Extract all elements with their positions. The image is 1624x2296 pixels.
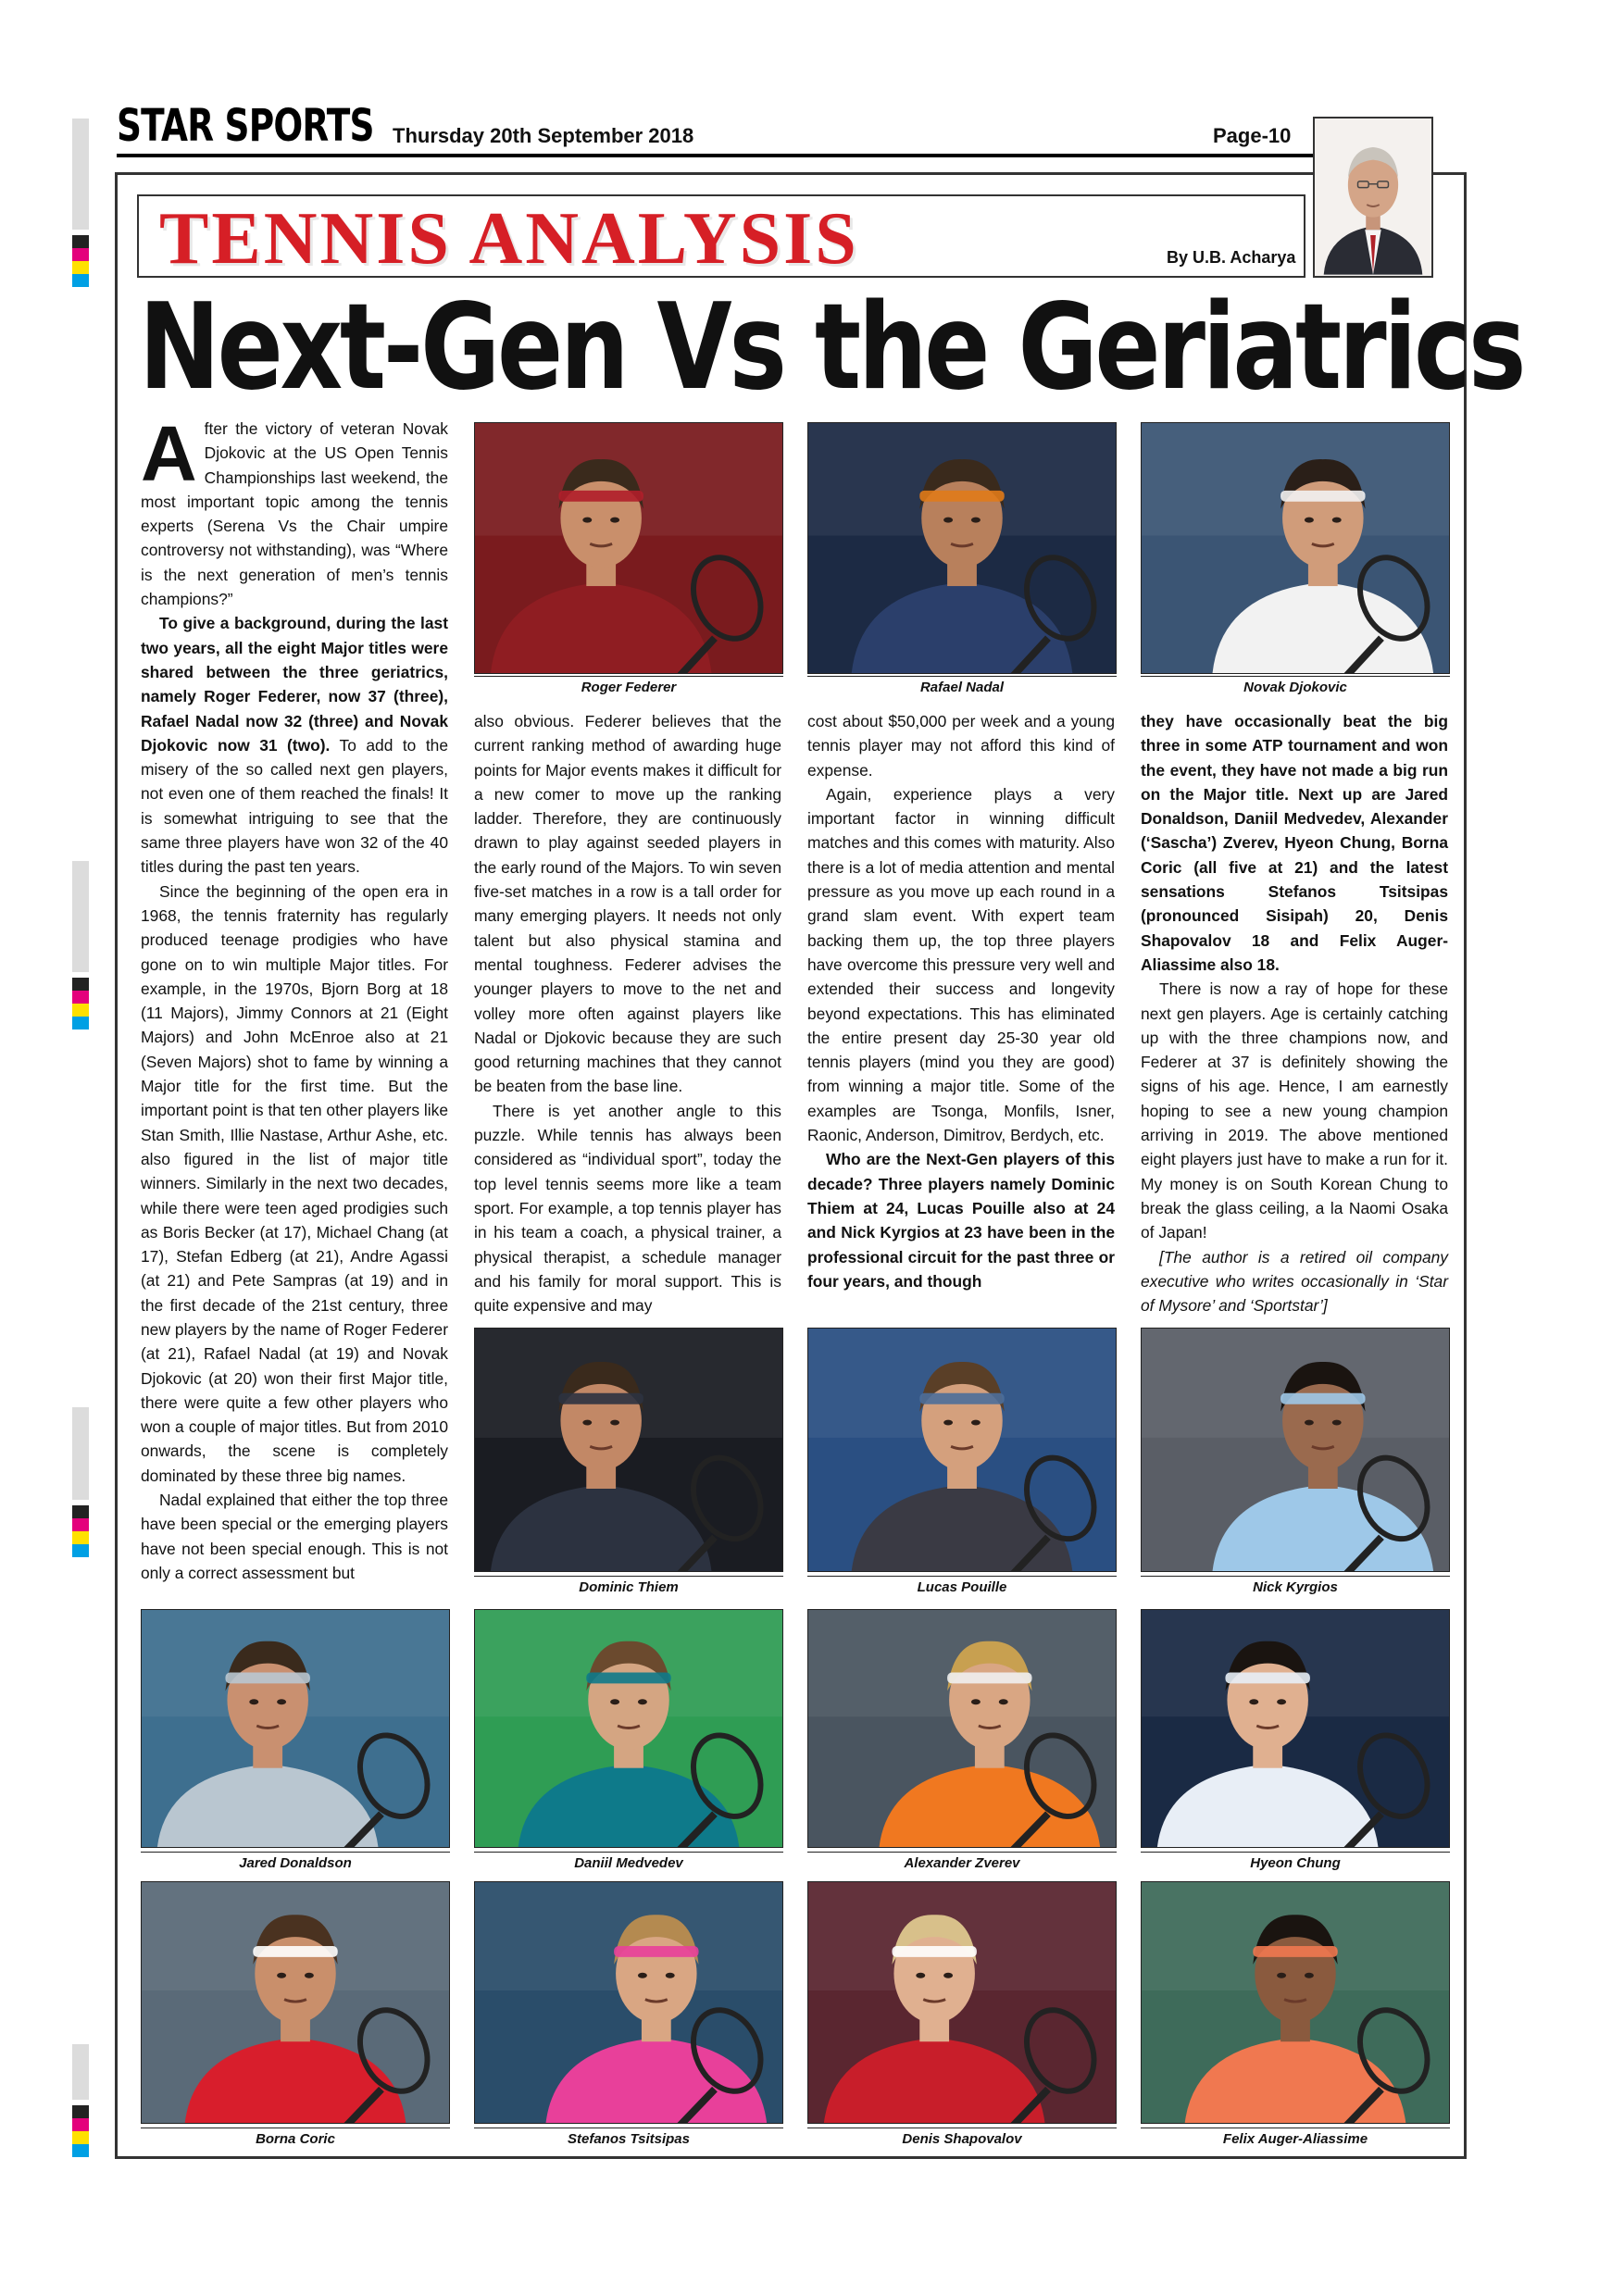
photo-caption: Hyeon Chung bbox=[1141, 1852, 1450, 1875]
print-registration-marks bbox=[72, 2044, 89, 2157]
article-paragraph: cost about $50,000 per week and a young tennis player may not afford this kind of expense. bbox=[807, 712, 1115, 780]
article-paragraph: To add to the misery of the so called next gen players, not even one of them reached the finals! It is somewhat intriguing to see that the same three players have won 32 of the 40 titles during the past ten years. bbox=[141, 735, 449, 877]
photo-caption: Borna Coric bbox=[141, 2128, 450, 2151]
article-paragraph: Nadal explained that either the top three have been special or the emerging players have not been special enough. This is not only a correct assessment but bbox=[141, 1491, 448, 1582]
player-portrait-icon bbox=[808, 423, 1116, 673]
photo-caption: Nick Kyrgios bbox=[1141, 1576, 1450, 1599]
print-registration-marks bbox=[72, 861, 89, 1029]
player-portrait-icon bbox=[1142, 423, 1449, 673]
page-number: Page-10 bbox=[1213, 124, 1292, 147]
author-note: [The author is a retired oil company executive who writes occasionally in ‘Star of Mysore’ and ‘Sportstar’] bbox=[1141, 1247, 1448, 1316]
player-photo bbox=[1141, 1609, 1450, 1848]
player-photo bbox=[807, 1881, 1117, 2124]
article-column-1 bbox=[141, 410, 449, 1585]
player-portrait-icon bbox=[808, 1610, 1116, 1847]
publication-name: STAR SPORTS bbox=[117, 100, 374, 152]
article-column-3 bbox=[807, 709, 1115, 1293]
player-portrait-icon bbox=[475, 1882, 782, 2123]
player-photo bbox=[141, 1881, 450, 2124]
photo-caption: Daniil Medvedev bbox=[474, 1852, 783, 1875]
photo-caption: Alexander Zverev bbox=[807, 1852, 1117, 1875]
article-paragraph: fter the victory of veteran Novak Djokovic at the US Open Tennis Championships last weekend, the most important topic among the tennis experts (Serena Vs the Chair umpire controversy not withstanding), was “Where is the next generation of men’s tennis champions?” bbox=[141, 419, 448, 609]
photo-caption: Denis Shapovalov bbox=[807, 2128, 1117, 2151]
author-portrait-icon bbox=[1315, 119, 1431, 275]
print-registration-marks bbox=[72, 119, 89, 287]
player-photo bbox=[807, 1609, 1117, 1848]
photo-caption: Roger Federer bbox=[474, 676, 783, 699]
player-photo bbox=[474, 422, 783, 674]
photo-caption: Lucas Pouille bbox=[807, 1576, 1117, 1599]
article-paragraph-bold: To give a background, during the last two years, all the eight Major titles were shared between the three geriatrics, namely Roger Federer, now 37 (three), Rafael Nadal now 32 (three) and Novak Djokovic now 31 (two). bbox=[141, 614, 448, 755]
player-portrait-icon bbox=[1142, 1329, 1449, 1571]
player-photo bbox=[1141, 1328, 1450, 1572]
article-paragraph-bold: Who are the Next-Gen players of this decade? Three players namely Dominic Thiem at 24, Lucas Pouille also at 24 and Nick Kyrgios at 23 have been in the professional circuit for the past three or four years, and though bbox=[807, 1150, 1115, 1291]
player-photo bbox=[807, 422, 1117, 674]
article-column-2 bbox=[474, 709, 781, 1317]
player-photo bbox=[474, 1328, 783, 1572]
player-portrait-icon bbox=[1142, 1610, 1449, 1847]
player-photo bbox=[141, 1609, 450, 1848]
photo-caption: Felix Auger-Aliassime bbox=[1141, 2128, 1450, 2151]
drop-cap: A bbox=[141, 410, 197, 497]
article-column-4 bbox=[1141, 709, 1448, 1317]
player-photo bbox=[1141, 422, 1450, 674]
article-paragraph-bold: they have occasionally beat the big three in some ATP tournament and won the event, they have not made a big run on the Major title. Next up are Jared Donaldson, Daniil Medvedev, Alexander (‘Sascha’) Zverev, Hyeon Chung, Borna Coric (all five at 21) and the latest sensations Stefanos Tsitsipas (pronounced Sisipah) 20, Denis Shapovalov 18 and Felix Auger-Aliassime also 18. bbox=[1141, 712, 1448, 974]
player-photo bbox=[474, 1881, 783, 2124]
player-photo bbox=[1141, 1881, 1450, 2124]
issue-date: Thursday 20th September 2018 bbox=[393, 124, 694, 147]
article-paragraph: also obvious. Federer believes that the current ranking method of awarding huge points for Major events makes it difficult for a new comer to move up the ranking ladder. Therefore, they are continuously drawn to play against seeded players in the early round of the Majors. To win seven five-set matches in a row is a tall order for many emerging players. It needs not only talent but also physical stamina and mental toughness. Federer advises the younger players to move to the net and volley more often against players like Nadal or Djokovic because they are such good returning machines that they cannot be beaten from the base line. bbox=[474, 712, 781, 1096]
author-photo bbox=[1313, 117, 1433, 278]
player-portrait-icon bbox=[475, 1329, 782, 1571]
photo-caption: Rafael Nadal bbox=[807, 676, 1117, 699]
player-photo bbox=[807, 1328, 1117, 1572]
article-paragraph: There is now a ray of hope for these next gen players. Age is certainly catching up with the three champions now, and Federer at 37 is definitely showing the signs of his age. Hence, I am earnestly hoping to see a new young champion arriving in 2019. The above mentioned eight players just have to make a run for it. My money is on South Korean Chung to break the glass ceiling, a la Naomi Osaka of Japan! bbox=[1141, 980, 1448, 1242]
byline: By U.B. Acharya bbox=[1167, 248, 1296, 267]
article-paragraph: There is yet another angle to this puzzle. While tennis has always been considered as “individual sport”, today the top level tennis seems more like a team sport. For example, a top tennis player has in his team a coach, a physical trainer, a physical therapist, a schedule manager and his family for moral support. This is quite expensive and may bbox=[474, 1101, 781, 1316]
photo-caption: Jared Donaldson bbox=[141, 1852, 450, 1875]
print-registration-marks bbox=[72, 1407, 89, 1557]
photo-caption: Novak Djokovic bbox=[1141, 676, 1450, 699]
photo-caption: Stefanos Tsitsipas bbox=[474, 2128, 783, 2151]
section-header bbox=[137, 194, 1305, 278]
headline: Next-Gen Vs the Geriatrics bbox=[139, 279, 1524, 417]
masthead-rule bbox=[117, 154, 1418, 157]
photo-caption: Dominic Thiem bbox=[474, 1576, 783, 1599]
player-portrait-icon bbox=[475, 423, 782, 673]
player-portrait-icon bbox=[808, 1329, 1116, 1571]
masthead bbox=[117, 100, 1302, 152]
article-paragraph: Since the beginning of the open era in 1968, the tennis fraternity has regularly produced teenage prodigies who have gone on to win multiple Major titles. For example, in the 1970s, Bjorn Borg at 18 (11 Majors), Jimmy Connors at 21 (Eight Majors) and John McEnroe also at 21 (Seven Majors) shot to fame by winning a Major title for the first time. But the important point is that ten other players like Stan Smith, Illie Nastase, Arthur Ashe, etc. also figured in the list of major title winners. Similarly in the next two decades, while there were teen aged prodigies such as Boris Becker (at 17), Michael Chang (at 17), Stefan Edberg (at 21), Andre Agassi (at 21) and Pete Sampras (at 19) and in the first decade of the 21st century, three new players by the name of Roger Federer (at 21), Rafael Nadal (at 19) and Novak Djokovic (at 20) won their first Major title, there were quite a few other players who won a couple of major titles. But from 2010 onwards, the scene is completely dominated by these three big names. bbox=[141, 881, 448, 1485]
article-paragraph: Again, experience plays a very important factor in winning difficult matches and this comes with maturity. Also there is a lot of media attention and mental pressure as you move up each round in a grand slam event. With expert team backing them up, the top three players have overcome this pressure very well and extended their success and longevity beyond expectations. This has eliminated the entire present day 25-30 year old tennis players (mind you they are good) from winning a major title. Some of the examples are Tsonga, Monfils, Isner, Raonic, Anderson, Dimitrov, Berdych, etc. bbox=[807, 784, 1115, 1145]
section-title: TENNIS ANALYSIS bbox=[159, 198, 859, 280]
player-portrait-icon bbox=[142, 1610, 449, 1847]
player-portrait-icon bbox=[142, 1882, 449, 2123]
player-photo bbox=[474, 1609, 783, 1848]
player-portrait-icon bbox=[475, 1610, 782, 1847]
player-portrait-icon bbox=[808, 1882, 1116, 2123]
player-portrait-icon bbox=[1142, 1882, 1449, 2123]
